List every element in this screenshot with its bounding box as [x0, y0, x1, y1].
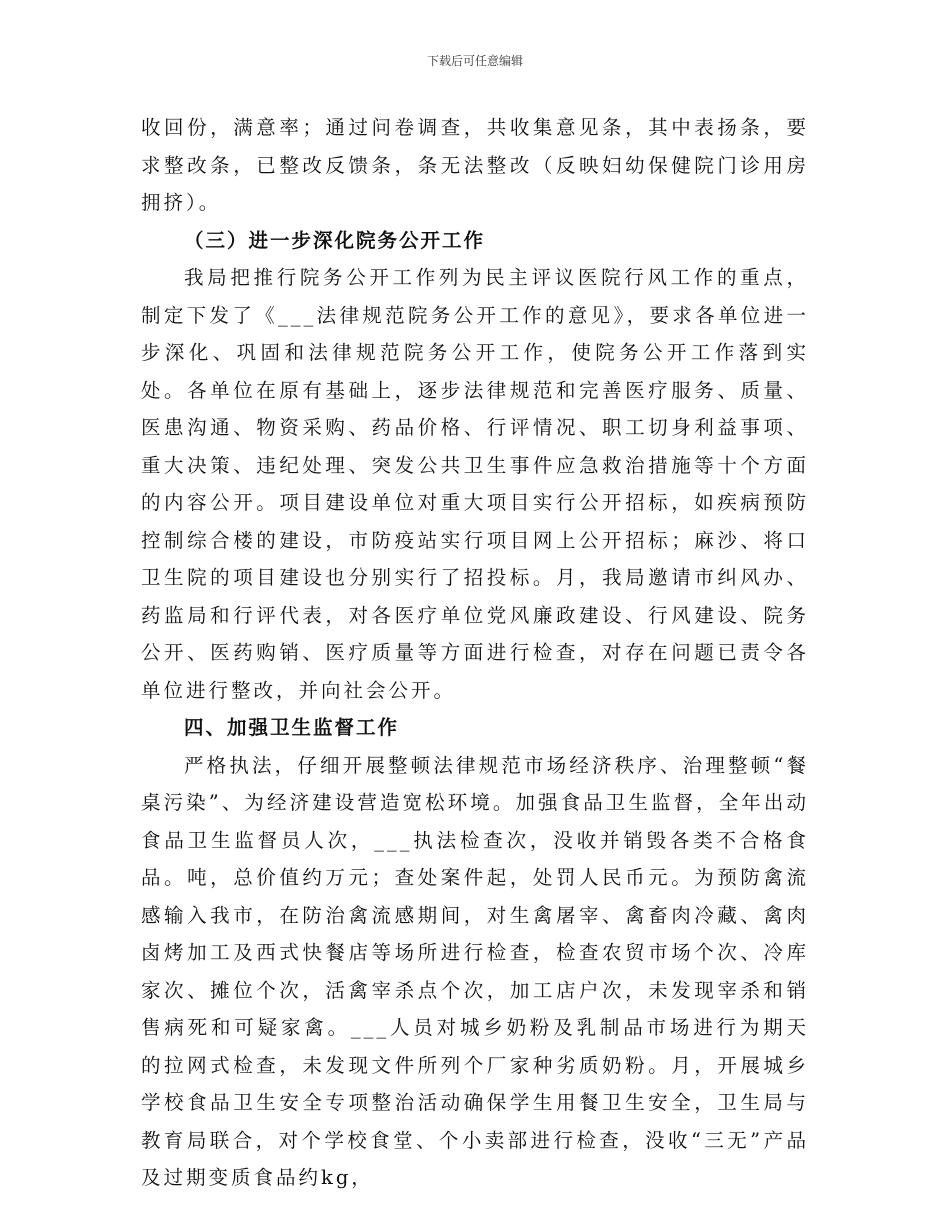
section-heading-4: 四、加强卫生监督工作: [184, 716, 400, 739]
paragraph-continuation: 收回份，满意率；通过问卷调查，共收集意见条，其中表扬条，要求整改条，已整改反馈条，条无法整改（反映妇幼保健院门诊用房拥挤）。: [141, 116, 809, 214]
paragraph-section-4: 严格执法，仔细开展整顿法律规范市场经济秩序、治理整顿“餐桌污染”、为经济建设营造宽松环境。加强食品卫生监督，全年出动食品卫生监督员人次，___执法检查次，没收并销毁各类不合格食品。吨，总价值约万元；查处案件起，处罚人民币元。为预防禽流感输入我市，在防治禽流感期间，对生禽屠宰、禽畜肉冷藏、禽肉卤烤加工及西式快餐店等场所进行检查，检查农贸市场个次、冷库家次、摊位个次，活禽宰杀点个次，加工店户次，未发现宰杀和销售病死和可疑家禽。___人员对城乡奶粉及乳制品市场进行为期天的拉网式检查，未发现文件所列个厂家种劣质奶粉。月，开展城乡学校食品卫生安全专项整治活动确保学生用餐卫生安全，卫生局与教育局联合，对个学校食堂、个小卖部进行检查，没收“三无”产品及过期变质食品约kg，: [141, 753, 809, 1189]
document-body: [141, 109, 809, 1197]
page-header: 下载后可任意编辑: [426, 54, 523, 68]
paragraph-section-3: 我局把推行院务公开工作列为民主评议医院行风工作的重点，制定下发了《___法律规范院务公开工作的意见》，要求各单位进一步深化、巩固和法律规范院务公开工作，使院务公开工作落到实处。各单位在原有基础上，逐步法律规范和完善医疗服务、质量、医患沟通、物资采购、药品价格、行评情况、职工切身利益事项、重大决策、违纪处理、突发公共卫生事件应急救治措施等十个方面的内容公开。项目建设单位对重大项目实行公开招标，如疾病预防控制综合楼的建设，市防疫站实行项目网上公开招标；麻沙、将口卫生院的项目建设也分别实行了招投标。月，我局邀请市纠风办、药监局和行评代表，对各医疗单位党风廉政建设、行风建设、院务公开、医药购销、医疗质量等方面进行检查，对存在问题已责令各单位进行整改，并向社会公开。: [141, 266, 809, 702]
section-heading-3: （三）进一步深化院务公开工作: [184, 228, 486, 252]
